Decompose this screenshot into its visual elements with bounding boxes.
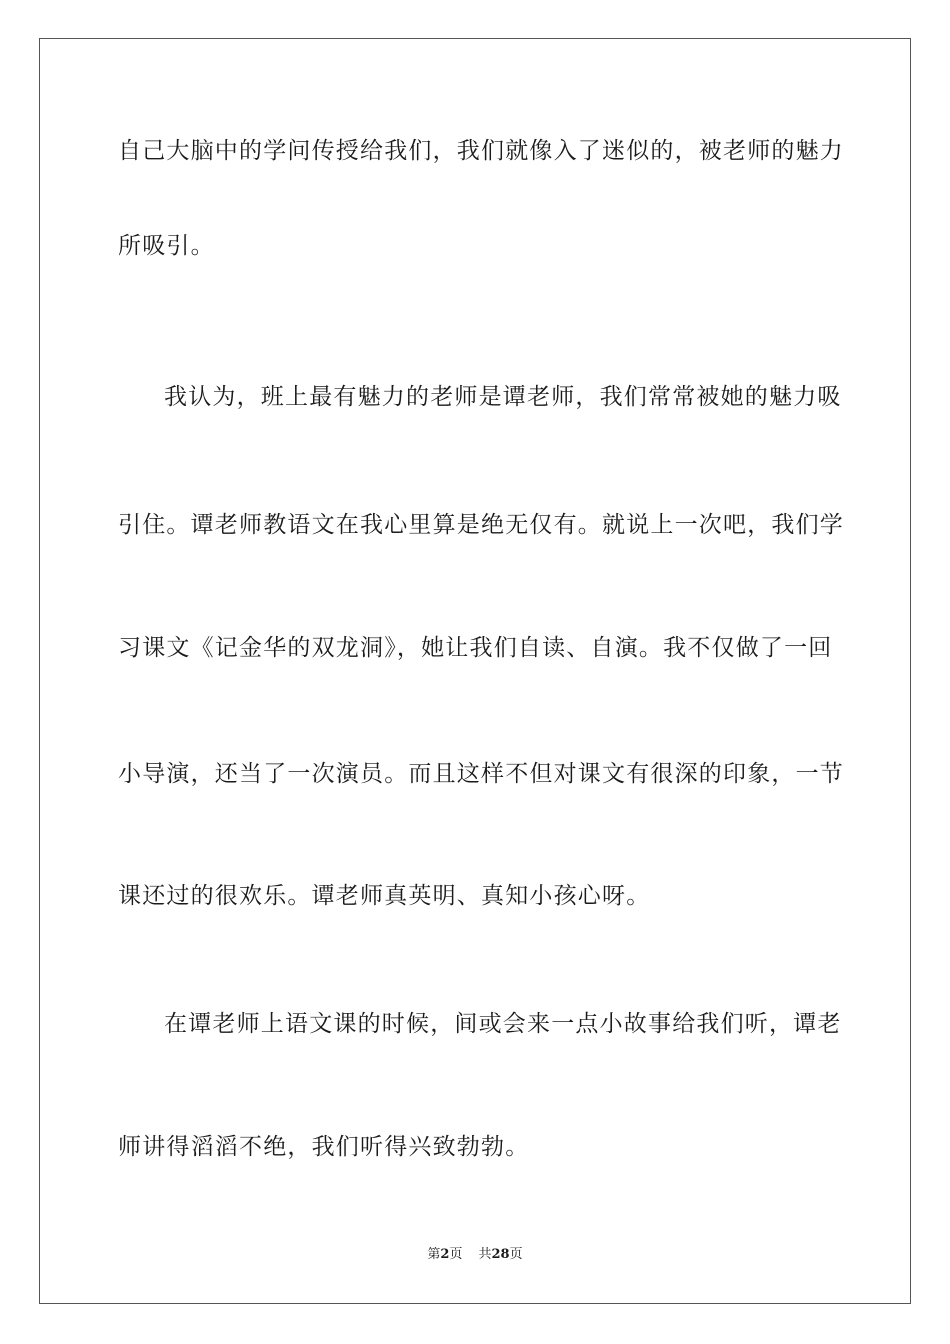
page-border [39, 38, 911, 1304]
total-suffix: 页 [509, 1247, 523, 1262]
paragraph-line-8: 在谭老师上语文课的时候，间或会来一点小故事给我们听，谭老 [164, 1011, 842, 1037]
paragraph-line-6: 小导演，还当了一次演员。而且这样不但对课文有很深的印象，一节 [118, 761, 844, 787]
page-footer [0, 1246, 950, 1264]
paragraph-line-2: 所吸引。 [118, 233, 215, 259]
paragraph-line-3: 我认为，班上最有魅力的老师是谭老师，我们常常被她的魅力吸 [164, 384, 842, 410]
paragraph-line-1: 自己大脑中的学问传授给我们，我们就像入了迷似的，被老师的魅力 [118, 138, 844, 164]
page-total: 28 [491, 1247, 510, 1262]
page-prefix: 第 [427, 1247, 441, 1262]
paragraph-line-4: 引住。谭老师教语文在我心里算是绝无仅有。就说上一次吧，我们学 [118, 512, 844, 538]
paragraph-line-7: 课还过的很欢乐。谭老师真英明、真知小孩心呀。 [118, 883, 651, 909]
page-suffix: 页 [449, 1247, 463, 1262]
page-current: 2 [440, 1247, 450, 1262]
paragraph-line-9: 师讲得滔滔不绝，我们听得兴致勃勃。 [118, 1134, 530, 1160]
paragraph-line-5: 习课文《记金华的双龙洞》，她让我们自读、自演。我不仅做了一回 [118, 635, 833, 661]
total-prefix: 共 [478, 1247, 492, 1262]
